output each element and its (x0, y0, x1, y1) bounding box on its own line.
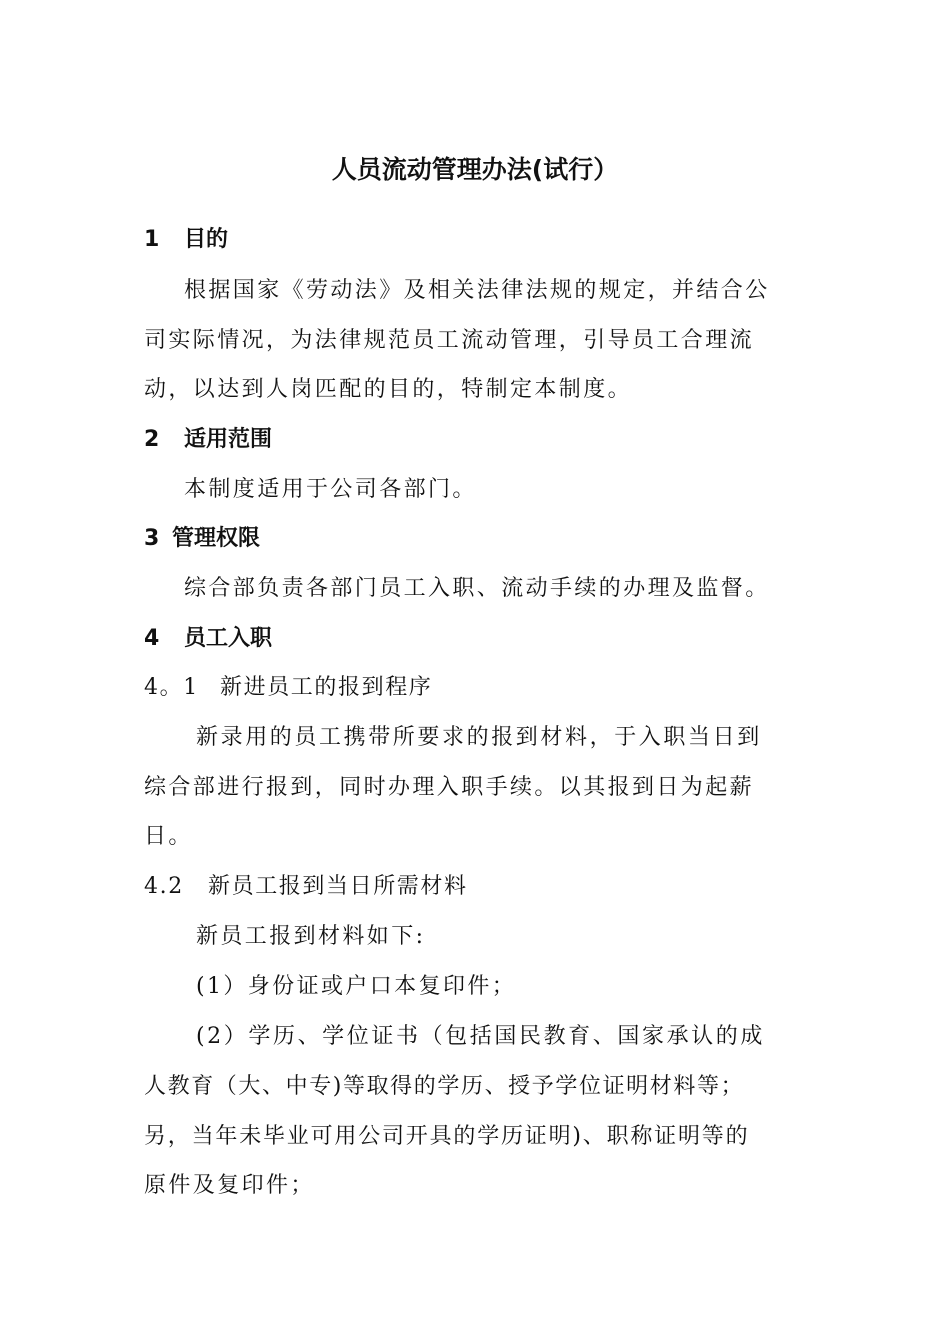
subsection-title: 新员工报到当日所需材料 (208, 874, 468, 899)
section-2-heading (144, 420, 272, 460)
paragraph-line: 综合部负责各部门员工入职、流动手续的办理及监督。 (184, 576, 770, 601)
paragraph-line: 新员工报到材料如下: (196, 924, 426, 949)
list-item-continuation: 另，当年未毕业可用公司开具的学历证明)、职称证明等的 (144, 1124, 750, 1149)
paragraph-line: 新录用的员工携带所要求的报到材料，于入职当日到 (196, 725, 762, 750)
list-item-continuation: 原件及复印件； (144, 1173, 315, 1198)
list-item-continuation: 人教育（大、中专)等取得的学历、授予学位证明材料等； (144, 1074, 745, 1099)
paragraph-line: 本制度适用于公司各部门。 (184, 477, 477, 502)
paragraph-line: 综合部进行报到，同时办理入职手续。以其报到日为起薪 (144, 775, 755, 800)
section-title: 适用范围 (184, 427, 273, 452)
section-3-heading (144, 519, 260, 559)
section-1-heading (144, 220, 228, 260)
subsection-number: 4.2 (144, 874, 184, 899)
section-title: 管理权限 (172, 526, 261, 551)
list-item: (1）身份证或户口本复印件； (196, 974, 517, 999)
section-number: 2 (144, 427, 160, 452)
section-number: 3 (144, 526, 160, 551)
section-number: 1 (144, 227, 160, 252)
section-title: 目的 (184, 227, 229, 252)
paragraph-line: 动，以达到人岗匹配的目的，特制定本制度。 (144, 377, 633, 402)
section-4-heading (144, 619, 272, 659)
subsection-4-2-heading (144, 867, 468, 907)
list-item: (2）学历、学位证书（包括国民教育、国家承认的成 (196, 1024, 765, 1049)
section-title: 员工入职 (184, 626, 273, 651)
subsection-number: 4。1 (144, 675, 199, 700)
paragraph-line: 根据国家《劳动法》及相关法律法规的规定，并结合公 (184, 278, 770, 303)
subsection-4-1-heading (144, 668, 432, 708)
paragraph-line: 司实际情况，为法律规范员工流动管理，引导员工合理流 (144, 328, 755, 353)
subsection-title: 新进员工的报到程序 (220, 675, 433, 700)
section-number: 4 (144, 626, 160, 651)
paragraph-line: 日。 (144, 824, 193, 849)
document-title: 人员流动管理办法(试行） (331, 155, 619, 184)
